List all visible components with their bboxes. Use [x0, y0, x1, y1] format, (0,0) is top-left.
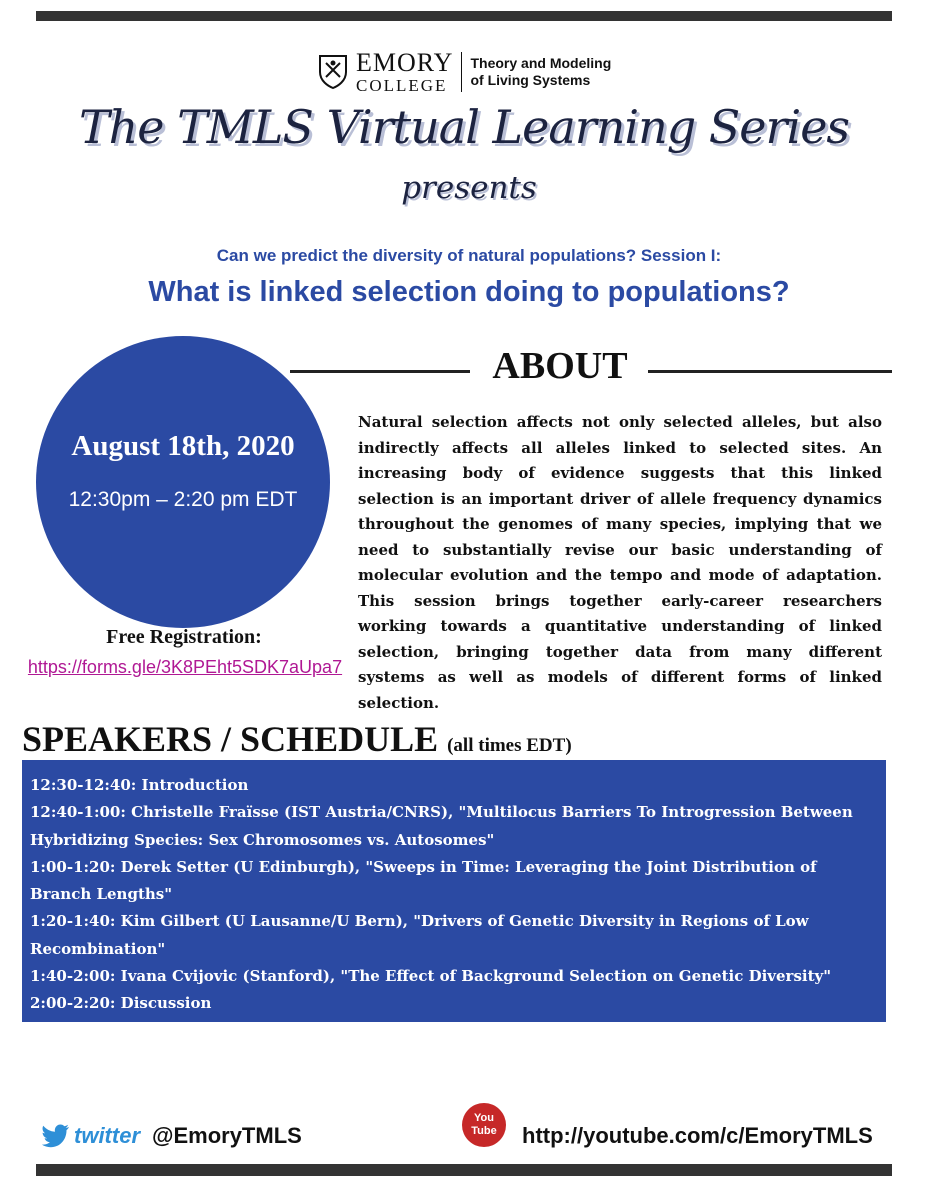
twitter-wordmark: twitter — [74, 1123, 140, 1148]
schedule-heading — [22, 718, 572, 760]
schedule-heading-text: SPEAKERS / SCHEDULE — [22, 719, 439, 759]
schedule-item: 2:00-2:20: Discussion — [30, 994, 212, 1013]
session-subtitle: Can we predict the diversity of natural populations? Session I: — [216, 246, 722, 265]
youtube-icon[interactable] — [462, 1103, 506, 1147]
schedule-item: 12:40-1:00: Christelle Fraïsse (IST Austria/CNRS), "Multilocus Barriers To Introgression Between Hybridizing Species: Sex Chromosomes vs. Autosomes" — [30, 803, 853, 849]
series-title: The TMLS Virtual Learning Series — [78, 100, 850, 154]
schedule-timezone-note: (all times EDT) — [447, 735, 572, 756]
twitter-bird-icon — [40, 1124, 70, 1148]
emory-shield-icon — [318, 54, 348, 90]
presents-text: presents — [401, 170, 537, 206]
logo-divider — [461, 52, 462, 92]
event-time: 12:30pm – 2:20 pm EDT — [68, 488, 298, 511]
department-line-1: Theory and Modeling — [470, 55, 612, 71]
youtube-logo-line-1: You — [474, 1112, 494, 1124]
registration-label: Free Registration: — [106, 626, 262, 648]
schedule-item: 1:40-2:00: Ivana Cvijovic (Stanford), "The Effect of Background Selection on Genetic Diversity" — [30, 967, 832, 986]
registration-link[interactable]: https://forms.gle/3K8PEht5SDK7aUpa7 — [27, 657, 343, 677]
schedule-box — [22, 760, 886, 1022]
emory-logo — [318, 50, 611, 94]
schedule-item: 1:20-1:40: Kim Gilbert (U Lausanne/U Bern), "Drivers of Genetic Diversity in Regions of Low Recombination" — [30, 912, 809, 958]
youtube-url[interactable]: http://youtube.com/c/EmoryTMLS — [522, 1123, 873, 1148]
about-rule-right — [648, 370, 892, 373]
department-name — [470, 55, 611, 89]
top-bar — [36, 11, 892, 21]
schedule-item: 12:30-12:40: Introduction — [30, 776, 249, 794]
emory-wordmark — [356, 50, 453, 94]
event-date: August 18th, 2020 — [71, 430, 295, 462]
about-rule-left — [290, 370, 470, 373]
about-heading: ABOUT — [492, 345, 628, 387]
session-title: What is linked selection doing to populations? — [148, 276, 790, 308]
college-word: COLLEGE — [356, 76, 448, 95]
emory-word: EMORY — [356, 48, 454, 77]
twitter-handle[interactable]: @EmoryTMLS — [152, 1123, 302, 1148]
youtube-logo-line-2: Tube — [471, 1125, 497, 1137]
bottom-bar — [36, 1164, 892, 1176]
department-line-2: of Living Systems — [470, 72, 591, 88]
date-circle — [36, 336, 330, 628]
twitter-handle-group[interactable] — [40, 1123, 302, 1149]
about-text: Natural selection affects not only selected alleles, but also indirectly affects all alleles linked to selected sites. An increasing body of evidence suggests that this linked selection is an important driver of allele frequency dynamics throughout the genomes of many species, implying that we need to substantially revise our basic understanding of molecular evolution and the tempo and mode of adaptation. This session brings together early-career researchers working towards a quantitative understanding of linked selection, bringing together data from many different systems as well as models of different forms of linked selection. — [358, 413, 882, 712]
schedule-item: 1:00-1:20: Derek Setter (U Edinburgh), "Sweeps in Time: Leveraging the Joint Distribution of Branch Lengths" — [30, 857, 817, 904]
